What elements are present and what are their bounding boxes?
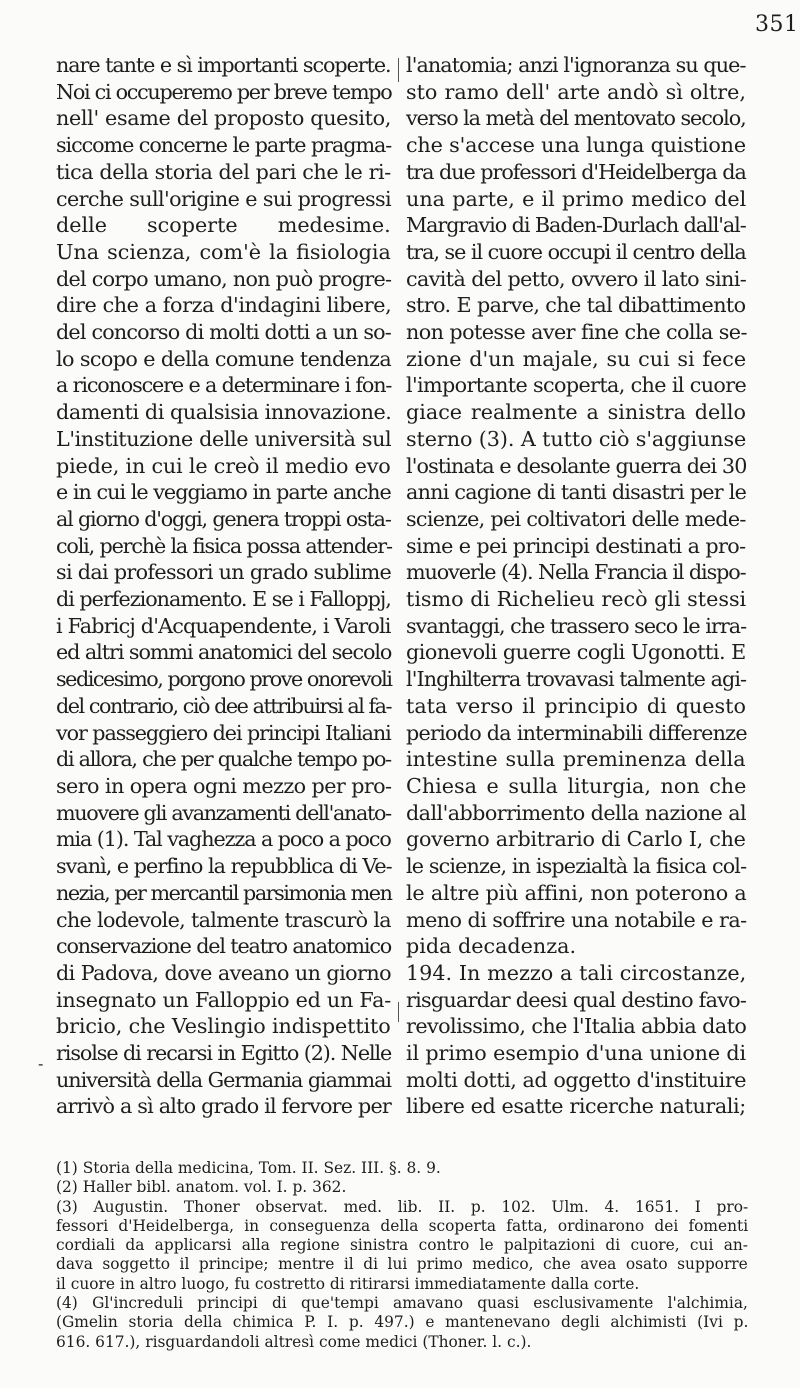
text-line: nare tante e sì importanti scoperte. [56, 53, 391, 77]
text-line: sero in opera ogni mezzo per pro- [56, 773, 392, 798]
text-line: sterno (3). A tutto ciò s'aggiunse [406, 426, 747, 451]
text-line: sto ramo dell' arte andò sì oltre, [406, 79, 747, 104]
footnote-line: (1) Storia della medicina, Tom. II. Sez. III. §. 8. 9. [56, 1159, 441, 1177]
footnote-line: il cuore in altro luogo, fu costretto di ritirarsi immediatamente dalla corte. [56, 1274, 640, 1293]
text-line: di perfezionamento. E se i Falloppj, [56, 587, 391, 612]
margin-mark: - [38, 1054, 44, 1073]
text-line: libere ed esatte ricerche naturali; [406, 1094, 746, 1119]
text-line: giace realmente a sinistra dello [406, 400, 746, 425]
text-line: che lodevole, talmente trascurò la [56, 907, 391, 932]
text-line: arrivò a sì alto grado il fervore per [56, 1094, 392, 1119]
text-line: tica della storia del pari che le ri- [56, 159, 391, 184]
text-line: insegnato un Falloppio ed un Fa- [56, 987, 391, 1012]
text-line: damenti di qualsisia innovazione. [56, 400, 392, 425]
text-line: che s'accese una lunga quistione [406, 133, 746, 158]
footnote-line: cordiali da applicarsi alla regione sinistra contro le palpitazioni di cuore, cui an- [56, 1236, 748, 1255]
text-line: l'importante scoperta, che il cuore [406, 373, 747, 398]
text-line: bricio, che Veslingio indispettito [56, 1014, 391, 1039]
text-line: una parte, e il primo medico del [406, 186, 747, 211]
text-line: si dai professori un grado sublime [56, 560, 392, 585]
text-line: gionevoli guerre cogli Ugonotti. E [406, 640, 746, 665]
right-column [406, 52, 746, 1120]
footnotes [56, 1159, 748, 1352]
text-line: piede, in cui le creò il medio evo [56, 453, 391, 478]
text-line: verso la metà del mentovato secolo, [406, 106, 746, 131]
text-line: lo scopo e della comune tendenza [56, 346, 392, 371]
text-line: vor passeggiero dei principi Italiani [56, 720, 391, 745]
text-line: conservazione del teatro anatomico [56, 934, 392, 959]
text-line: le scienze, in ispezialtà la fisica col- [406, 854, 747, 879]
text-line: tata verso il principio di questo [406, 693, 746, 718]
column-divider-mid [398, 1002, 399, 1022]
text-line: l'anatomia; anzi l'ignoranza su que- [406, 53, 746, 77]
text-line: Una scienza, com'è la fisiologia [56, 239, 391, 264]
page-number: 351 [755, 12, 799, 37]
text-line: cerche sull'origine e sui progressi [56, 186, 392, 211]
text-line: pida decadenza. [406, 934, 577, 959]
footnote-line: (3) Augustin. Thoner observat. med. lib. II. p. 102. Ulm. 4. 1651. I pro- [56, 1197, 749, 1216]
text-line: anni cagione di tanti disastri per le [406, 480, 747, 505]
text-line: muovere gli avanzamenti dell'anato- [56, 800, 391, 825]
text-line: a riconoscere e a determinare i fon- [56, 373, 392, 398]
text-line: dall'abborrimento della nazione al [406, 800, 747, 825]
column-divider-top [398, 58, 399, 82]
text-line: 194. In mezzo a tali circostanze, [406, 960, 747, 985]
text-line: Noi ci occuperemo per breve tempo [56, 79, 392, 104]
left-column [56, 52, 391, 1120]
text-line: Chiesa e sulla liturgia, non che [406, 773, 747, 798]
text-line: muoverle (4). Nella Francia il dispo- [406, 560, 746, 585]
text-line: nezia, per mercantil parsimonia men [56, 880, 392, 905]
footnote-line: dava soggetto il principe; mentre il di lui primo medico, che avea osato supporre [56, 1255, 748, 1274]
text-line: dire che a forza d'indagini libere, [56, 293, 392, 318]
text-line: coli, perchè la fisica possa attender- [56, 533, 392, 558]
text-line: Margravio di Baden-Durlach dall'al- [406, 213, 746, 238]
footnote-line: fessori d'Heidelberga, in conseguenza della scoperta fatta, ordinarono dei fomenti [56, 1216, 749, 1235]
text-line: revolissimo, che l'Italia abbia dato [406, 1014, 747, 1039]
text-line: tra due professori d'Heidelberga da [406, 159, 746, 184]
footnote-line: 616. 617.), risguardandoli altresì come medici (Thoner. l. c.). [56, 1332, 532, 1351]
text-line: i Fabricj d'Acquapendente, i Varoli [56, 613, 391, 638]
text-line: risguardar deesi qual destino favo- [406, 987, 747, 1012]
text-line: molti dotti, ad oggetto d'instituire [406, 1067, 747, 1092]
text-line: le altre più affini, non poterono a [406, 880, 747, 905]
text-line: risolse di recarsi in Egitto (2). Nelle [56, 1041, 392, 1066]
text-line: università della Germania giammai [56, 1067, 392, 1092]
text-line: periodo da interminabili differenze [406, 720, 747, 745]
text-line: scienze, pei coltivatori delle mede- [406, 506, 746, 531]
text-line: sedicesimo, porgono prove onorevoli [56, 667, 392, 692]
text-line: al giorno d'oggi, genera troppi osta- [56, 506, 391, 531]
text-line: intestine sulla preminenza della [406, 747, 746, 772]
text-line: del contrario, ciò dee attribuirsi al fa- [56, 693, 392, 718]
text-line: di allora, che per qualche tempo po- [56, 747, 391, 772]
text-line: stro. E parve, che tal dibattimento [406, 293, 746, 318]
text-line: mia (1). Tal vaghezza a poco a poco [56, 827, 391, 852]
text-line: l'Inghilterra trovavasi talmente agi- [406, 667, 747, 692]
footnote-line: (Gmelin storia della chimica P. I. p. 497.) e mantenevano degli alchimisti (Ivi p. [56, 1313, 749, 1332]
text-line: cavità del petto, ovvero il lato sini- [406, 266, 747, 291]
text-line: di Padova, dove aveano un giorno [56, 960, 391, 985]
text-line: governo arbitrario di Carlo I, che [406, 827, 746, 852]
text-line: svanì, e perfino la repubblica di Ve- [56, 854, 392, 879]
footnote-line: (4) Gl'increduli principi di que'tempi amavano quasi esclusivamente l'alchimia, [56, 1294, 748, 1313]
text-line: tismo di Richelieu recò gli stessi [406, 587, 747, 612]
text-line: del corpo umano, non può progre- [56, 266, 392, 291]
text-line: l'ostinata e desolante guerra dei 30 [406, 453, 747, 478]
text-line: tra, se il cuore occupi il centro della [406, 239, 746, 264]
text-line: sime e pei principi destinati a pro- [406, 533, 746, 558]
text-line: nell' esame del proposto quesito, [56, 106, 392, 131]
text-line: il primo esempio d'una unione di [406, 1041, 747, 1066]
text-line: ed altri sommi anatomici del secolo [56, 640, 392, 665]
text-line: meno di soffrire una notabile e ra- [406, 907, 747, 932]
text-line: e in cui le veggiamo in parte anche [56, 480, 391, 505]
text-line: zione d'un majale, su cui si fece [406, 346, 747, 371]
text-line: svantaggi, che trassero seco le irra- [406, 613, 747, 638]
footnote-line: (2) Haller bibl. anatom. vol. I. p. 362. [56, 1178, 347, 1197]
text-line: del concorso di molti dotti a un so- [56, 320, 391, 345]
text-line: delle scoperte medesime. [56, 213, 391, 238]
text-line: L'instituzione delle università sul [56, 426, 392, 451]
text-line: siccome concerne le parte pragma- [56, 133, 392, 158]
text-line: non potesse aver fine che colla se- [406, 320, 747, 345]
